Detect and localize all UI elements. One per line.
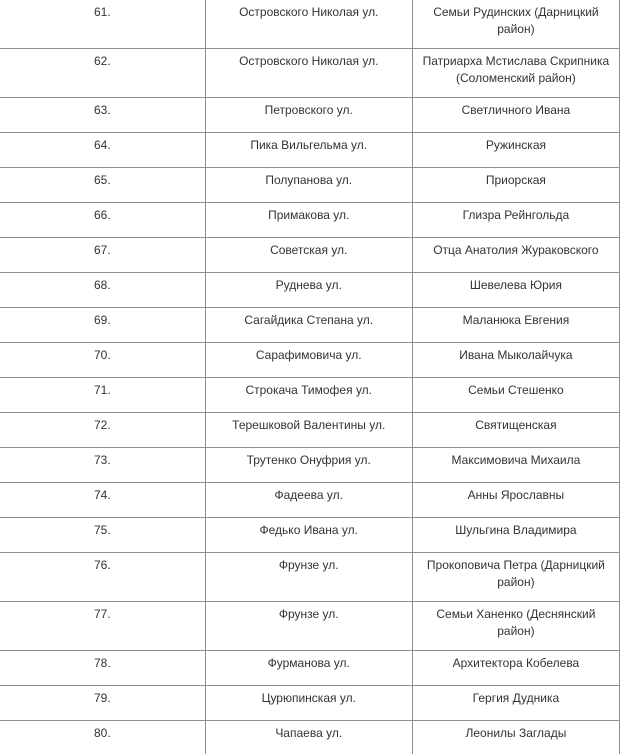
new-street-name: Шульгина Владимира [412, 518, 619, 553]
new-street-name: Максимовича Михаила [412, 448, 619, 483]
new-street-name: Семьи Стешенко [412, 378, 619, 413]
table-row [0, 553, 620, 602]
row-number: 68. [0, 273, 205, 308]
old-street-name: Терешковой Валентины ул. [205, 413, 412, 448]
old-street-name: Островского Николая ул. [205, 49, 412, 98]
row-number: 72. [0, 413, 205, 448]
old-street-name: Федько Ивана ул. [205, 518, 412, 553]
table-row [0, 602, 620, 651]
old-street-name: Сагайдика Степана ул. [205, 308, 412, 343]
old-street-name: Чапаева ул. [205, 721, 412, 754]
row-number: 62. [0, 49, 205, 98]
old-street-name: Руднева ул. [205, 273, 412, 308]
table-row [0, 133, 620, 168]
table-row [0, 448, 620, 483]
table-row [0, 721, 620, 754]
table-row [0, 49, 620, 98]
new-street-name: Анны Ярославны [412, 483, 619, 518]
new-street-name: Маланюка Евгения [412, 308, 619, 343]
new-street-name: Ивана Мыколайчука [412, 343, 619, 378]
old-street-name: Трутенко Онуфрия ул. [205, 448, 412, 483]
new-street-name: Прокоповича Петра (Дарницкий район) [412, 553, 619, 602]
table-row [0, 0, 620, 49]
table-row [0, 238, 620, 273]
row-number: 63. [0, 98, 205, 133]
table-row [0, 203, 620, 238]
row-number: 74. [0, 483, 205, 518]
table-row [0, 686, 620, 721]
row-number: 75. [0, 518, 205, 553]
new-street-name: Патриарха Мстислава Скрипника (Соломенский район) [412, 49, 619, 98]
row-number: 70. [0, 343, 205, 378]
row-number: 73. [0, 448, 205, 483]
new-street-name: Семьи Ханенко (Деснянский район) [412, 602, 619, 651]
old-street-name: Цурюпинская ул. [205, 686, 412, 721]
new-street-name: Приорская [412, 168, 619, 203]
table-row [0, 168, 620, 203]
row-number: 61. [0, 0, 205, 49]
old-street-name: Полупанова ул. [205, 168, 412, 203]
table-row [0, 308, 620, 343]
new-street-name: Святищенская [412, 413, 619, 448]
old-street-name: Сарафимовича ул. [205, 343, 412, 378]
old-street-name: Островского Николая ул. [205, 0, 412, 49]
row-number: 65. [0, 168, 205, 203]
row-number: 76. [0, 553, 205, 602]
new-street-name: Архитектора Кобелева [412, 651, 619, 686]
table-row [0, 518, 620, 553]
old-street-name: Фрунзе ул. [205, 553, 412, 602]
old-street-name: Строкача Тимофея ул. [205, 378, 412, 413]
row-number: 66. [0, 203, 205, 238]
row-number: 78. [0, 651, 205, 686]
row-number: 69. [0, 308, 205, 343]
old-street-name: Советская ул. [205, 238, 412, 273]
table-row [0, 378, 620, 413]
row-number: 80. [0, 721, 205, 754]
row-number: 64. [0, 133, 205, 168]
row-number: 79. [0, 686, 205, 721]
old-street-name: Фурманова ул. [205, 651, 412, 686]
table-row [0, 651, 620, 686]
new-street-name: Светличного Ивана [412, 98, 619, 133]
row-number: 71. [0, 378, 205, 413]
old-street-name: Примакова ул. [205, 203, 412, 238]
new-street-name: Шевелева Юрия [412, 273, 619, 308]
table-row [0, 98, 620, 133]
old-street-name: Пика Вильгельма ул. [205, 133, 412, 168]
table-row [0, 273, 620, 308]
table-row [0, 343, 620, 378]
old-street-name: Петровского ул. [205, 98, 412, 133]
table-row [0, 483, 620, 518]
row-number: 67. [0, 238, 205, 273]
row-number: 77. [0, 602, 205, 651]
new-street-name: Отца Анатолия Жураковского [412, 238, 619, 273]
old-street-name: Фрунзе ул. [205, 602, 412, 651]
table-row [0, 413, 620, 448]
old-street-name: Фадеева ул. [205, 483, 412, 518]
new-street-name: Глизра Рейнгольда [412, 203, 619, 238]
new-street-name: Леонилы Заглады [412, 721, 619, 754]
new-street-name: Семьи Рудинских (Дарницкий район) [412, 0, 619, 49]
new-street-name: Гергия Дудника [412, 686, 619, 721]
new-street-name: Ружинская [412, 133, 619, 168]
